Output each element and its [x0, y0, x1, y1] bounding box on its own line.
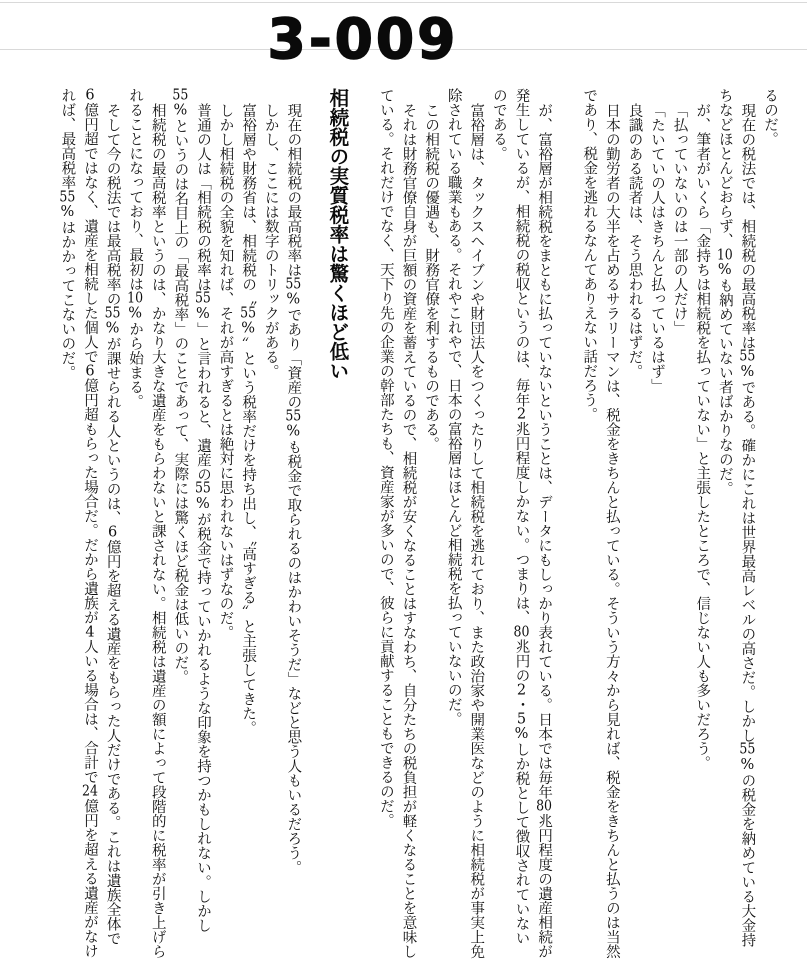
- paragraph: この相続税の優遇も、財務官僚を利するものである。: [423, 102, 440, 451]
- paragraph: 「たいていの人はきちんと払っているはず」: [649, 102, 666, 393]
- paragraph: 普通の人は「相続税の税率は55%」と言われると、遺産の55%が税金で持っていかれるような印象を持つかもしれない。しかし55%というのは名目上の「最高税率」のことであって、実際には驚くほど税金は低いのだ。: [172, 88, 211, 932]
- paragraph: が、富裕層が相続税をまともに払っていないということは、データにもしっかり表れている。日本では毎年80兆円程度の遺産相続が発生しているが、相続税の税収というのは、毎年2兆円程度しかない。つまりは、80兆円の2・5%しか税として徴収されていないのである。: [490, 88, 553, 958]
- paragraph: るのだ。: [762, 88, 778, 146]
- paragraph: が、筆者がいくら「金持ちは相続税を払っていない」と主張したところで、信じない人も多いだろう。: [694, 102, 711, 770]
- section-heading: 相続税の実質税率は驚くほど低い: [326, 88, 350, 381]
- paragraph: 富裕層は、タックスヘイブンや財団法人をつくったりして相続税を逃れており、また政治家や開業医などのように相続税が事実上免除されている職業もある。それやこれやで、日本の富裕層はほとんど相続税を払っていないのだ。: [445, 88, 485, 958]
- paragraph: 現在の税法では、相続税の最高税率は55%である。確かにこれは世界最高レベルの高さだ。しかし55%の税金を納めている大金持ちなどほとんどおらず、10%も納めていない者ばかりなのだ。: [716, 88, 756, 947]
- paragraph: 現在の相続税の最高税率は55%であり「資産の55%も税金で取られるのはかわいそうだ」などと思う人もいるだろう。: [285, 102, 302, 874]
- paragraph: そして今の税法では最高税率の55%が課せられる人というのは、6億円を超える遺産をもらった人だけである。これは遺族全体で6億円超ではなく、遺産を相続した個人で6億円超もらった場合だ。だから遺族が4人いる場合は、合計で24億円を超える遺産がなければ、最高税率55%はかかってこないのだ。: [59, 88, 121, 958]
- paragraph: しかし相続税の全貌を知れば、それが高すぎるとは絶対に思われないはずなのだ。: [217, 102, 234, 639]
- paragraph: 良識のある読者は、そう思われるはずだ。: [626, 102, 643, 378]
- article-vertical-text: [36, 88, 781, 958]
- paragraph: 日本の勤労者の大半を占めるサラリーマンは、税金をきちんと払っている。そういう方々から見れば、税金をきちんと払うのは当然であり、税金を逃れるなんてありえない話だろう。: [581, 88, 620, 958]
- paragraph: 「払っていないのは一部の人だけ」: [671, 102, 688, 335]
- page-code: 3-009: [267, 7, 459, 71]
- paragraph: それは財務官僚自身が巨額の資産を蓄えているので、相続税が安くなることはすなわち、自分たちの税負担が軽くなることを意味している。それだけでなく、天下り先の企業の幹部たちも、資産家が多いので、彼らに貢献することもできるのだ。: [377, 88, 417, 958]
- gridline: [0, 2, 807, 3]
- paragraph: 相続税の最高税率というのは、かなり大きな遺産をもらわないと課されない。相続税は遺産の額によって段階的に税率が引き上げられることになっており、最初は10%から始まる。: [127, 88, 166, 958]
- paragraph: しかし、ここには数字のトリックがある。: [262, 102, 279, 378]
- paragraph: 富裕層や財務省は、相続税の〝55%〟という税率だけを持ち出し、〝高すぎる〟と主張してきた。: [240, 102, 257, 735]
